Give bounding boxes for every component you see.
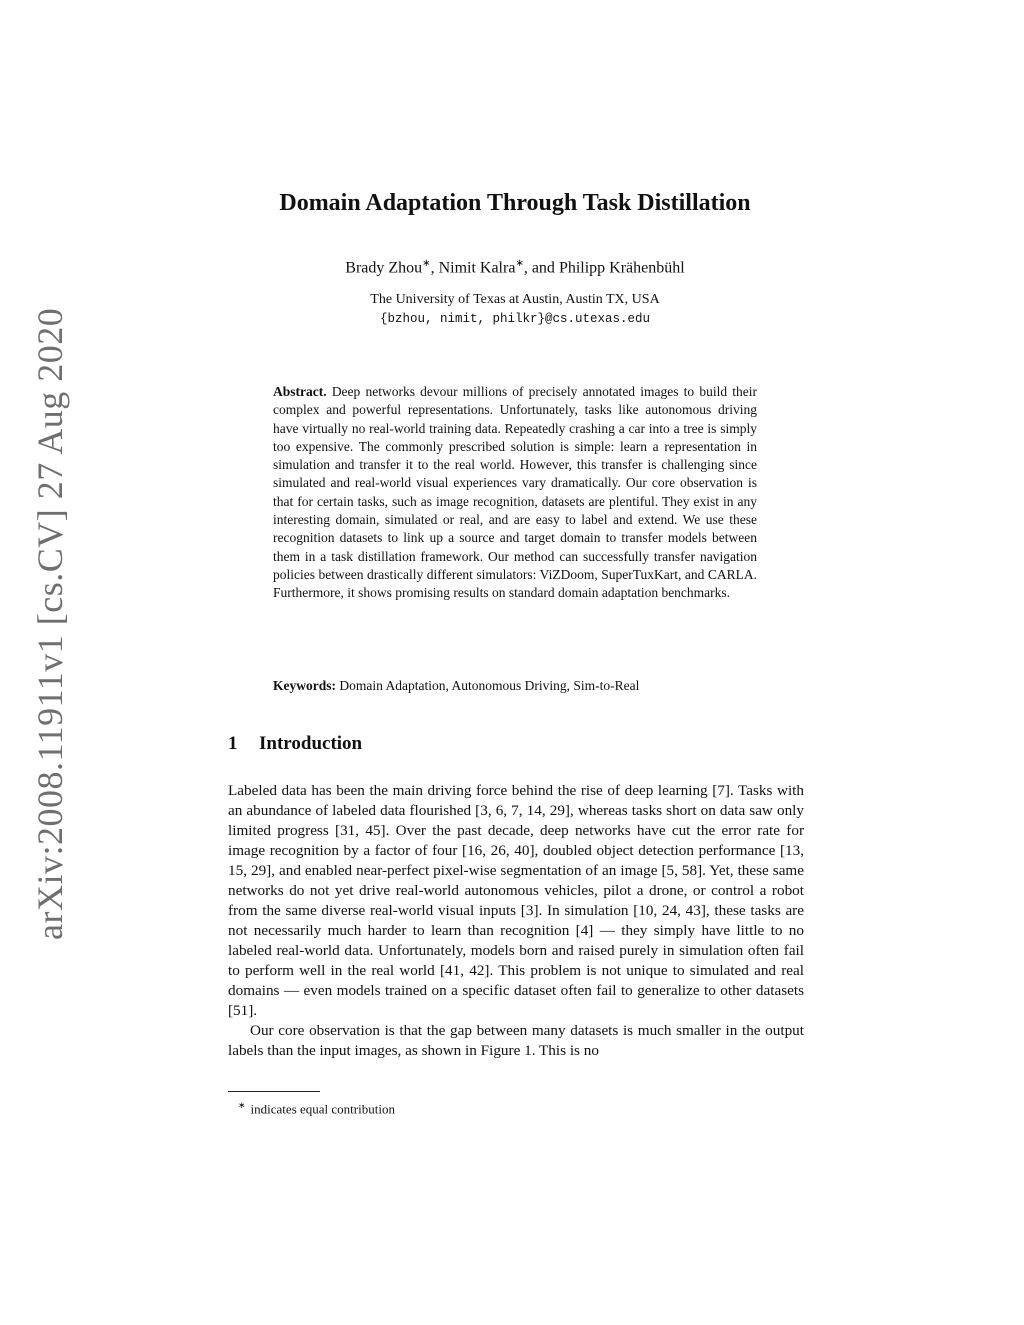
- keywords: [273, 677, 757, 695]
- author-name: Nimit Kalra: [438, 259, 516, 277]
- author-separator: , and: [523, 259, 559, 277]
- footnote-text: indicates equal contribution: [250, 1101, 395, 1117]
- introduction-body: [228, 781, 804, 1061]
- author-name: Brady Zhou: [345, 259, 423, 277]
- keywords-label: Keywords:: [273, 678, 336, 693]
- footnote: [238, 1096, 738, 1118]
- abstract-text: Deep networks devour millions of precisely annotated images to build their complex and powerful representations. Unfortunately, tasks like autonomous driving have virtually no real-world training data. Repeatedly crashing a car into a tree is simply too expensive. The commonly prescribed solution is simple: learn a representation in simulation and transfer it to the real world. However, this transfer is challenging since simulated and real-world visual experiences vary dramatically. Our core observation is that for certain tasks, such as image recognition, datasets are plentiful. They exist in any interesting domain, simulated or real, and are easy to label and extend. We use these recognition datasets to link up a source and target domain to transfer models between them in a task distillation framework. Our method can successfully transfer navigation policies between drastically different simulators: ViZDoom, SuperTuxKart, and CARLA. Furthermore, it shows promising results on standard domain adaptation benchmarks.: [273, 384, 758, 601]
- affiliation: The University of Texas at Austin, Austin TX, USA: [370, 292, 660, 307]
- section-number: 1: [228, 733, 238, 754]
- section-heading: [228, 731, 728, 757]
- footnote-divider: [228, 1091, 320, 1092]
- arxiv-identifier: arXiv:2008.11911v1 [cs.CV] 27 Aug 2020: [30, 307, 70, 940]
- equal-contribution-mark: ∗: [515, 258, 524, 269]
- body-paragraph: Our core observation is that the gap between many datasets is much smaller in the output labels than the input images, as shown in Figure 1. This is no: [228, 1022, 804, 1059]
- paper-title: Domain Adaptation Through Task Distillation: [279, 190, 751, 216]
- equal-contribution-mark: ∗: [422, 258, 431, 269]
- abstract: [273, 383, 757, 603]
- body-paragraph: Labeled data has been the main driving force behind the rise of deep learning [7]. Tasks with an abundance of labeled data flourished [3, 6, 7, 14, 29], whereas tasks short on data saw only limited progress [31, 45]. Over the past decade, deep networks have cut the error rate for image recognition by a factor of four [16, 26, 40], doubled object detection performance [13, 15, 29], and enabled near-perfect pixel-wise segmentation of an image [5, 58]. Yet, these same networks do not yet drive real-world autonomous vehicles, pilot a drone, or control a robot from the same diverse real-world visual inputs [3]. In simulation [10, 24, 43], these tasks are not necessarily much harder to learn than recognition [4] — they simply have little to no labeled real-world data. Unfortunately, models born and raised purely in simulation often fail to perform well in the real world [41, 42]. This problem is not unique to simulated and real domains — even models trained on a specific dataset often fail to generalize to other datasets [51].: [228, 782, 804, 1019]
- author-emails: {bzhou, nimit, philkr}@cs.utexas.edu: [379, 312, 651, 326]
- keywords-text: Domain Adaptation, Autonomous Driving, Sim-to-Real: [339, 678, 640, 693]
- section-title: Introduction: [259, 733, 363, 754]
- author-name: Philipp Krähenbühl: [558, 259, 685, 277]
- author-separator: ,: [430, 259, 439, 277]
- footnote-mark: ∗: [238, 1100, 246, 1110]
- abstract-label: Abstract.: [273, 384, 327, 399]
- author-list: [150, 252, 880, 280]
